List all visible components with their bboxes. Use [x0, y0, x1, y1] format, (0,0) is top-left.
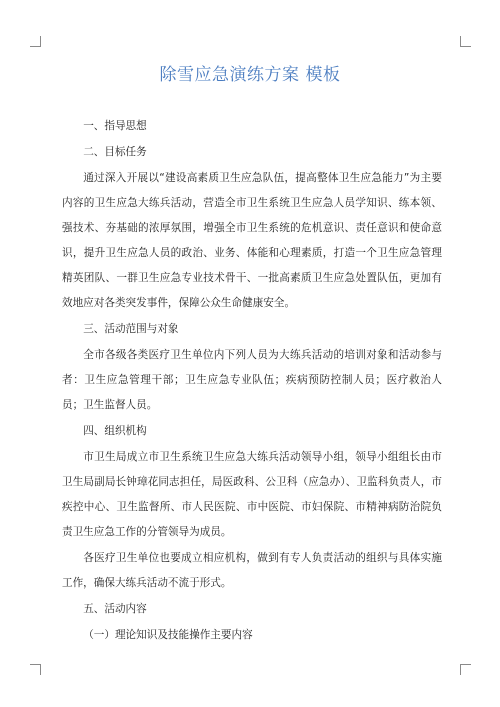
subsection-heading-theory-skills: （一）理论知识及技能操作主要内容 [83, 629, 253, 641]
paragraph-organization-units: 各医疗卫生单位也要成立相应机构，做到有专人负责活动的组织与具体实施工作，确保大练兵活动不流于形式。 [62, 552, 442, 589]
section-heading-guiding-ideology: 一、指导思想 [83, 120, 147, 132]
paragraph-organization: 市卫生局成立市卫生系统卫生应急大练兵活动领导小组，领导小组组长由市卫生局副局长钟璋花同志担任，局医政科、公卫科（应急办）、卫监科负责人，市疾控中心、卫生监督所、市人民医院、市中医院、市妇保院、市精神病防治院负责卫生应急工作的分管领导为成员。 [62, 451, 442, 538]
section-heading-objectives: 二、目标任务 [83, 146, 147, 158]
section-heading-activities: 五、活动内容 [83, 603, 147, 615]
corner-mark-top-left [30, 36, 41, 47]
document-title: 除雪应急演练方案 模板 [159, 65, 341, 85]
section-heading-scope: 三、活动范围与对象 [83, 323, 179, 335]
section-heading-organization: 四、组织机构 [83, 425, 147, 437]
paragraph-objectives: 通过深入开展以“建设高素质卫生应急队伍，提高整体卫生应急能力”为主要内容的卫生应急大练兵活动，营造全市卫生系统卫生应急人员学知识、练本领、强技术、夯基础的浓厚氛围，增强全市卫生系统的危机意识、责任意识和使命意识，提升卫生应急人员的政治、业务、体能和心理素质，打造一个卫生应急管理精英团队、一群卫生应急专业技术骨干、一批高素质卫生应急处置队伍，更加有效地应对各类突发事件，保障公众生命健康安全。 [62, 172, 442, 309]
corner-mark-bottom-right [460, 664, 471, 675]
corner-mark-bottom-left [30, 664, 41, 675]
paragraph-scope: 全市各级各类医疗卫生单位内下列人员为大练兵活动的培训对象和活动参与者：卫生应急管理干部；卫生应急专业队伍；疾病预防控制人员；医疗救治人员；卫生监督人员。 [62, 349, 442, 411]
document-body [62, 114, 442, 649]
corner-mark-top-right [460, 36, 471, 47]
